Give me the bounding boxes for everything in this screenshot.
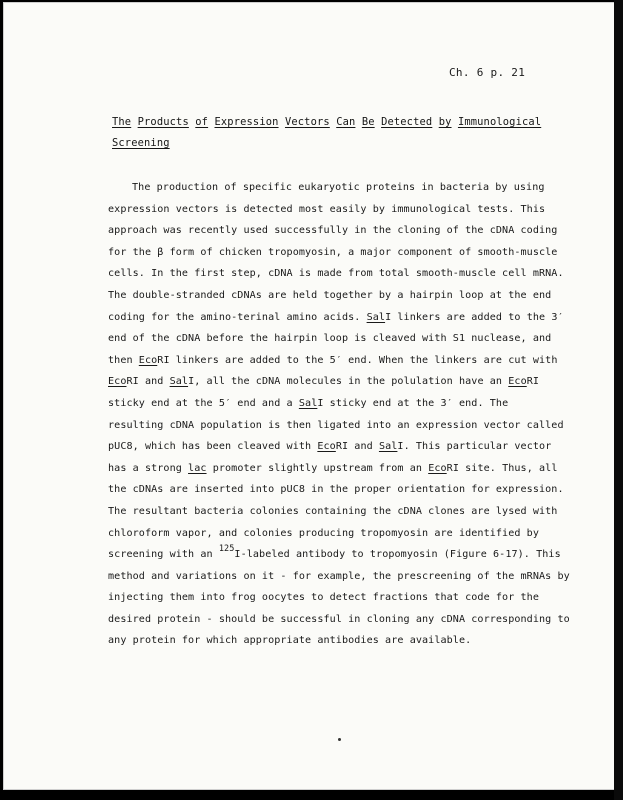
title-line-1: [112, 112, 542, 133]
text-line: the cDNAs are inserted into pUC8 in the proper orientation for expression.: [108, 484, 564, 496]
title-word: by: [438, 116, 452, 128]
scan-edge: [614, 0, 623, 800]
text-line: any protein for which appropriate antibodies are available.: [108, 635, 472, 647]
text-line: then EcoRI linkers are added to the 5′ end. When the linkers are cut with: [108, 354, 558, 366]
text-line: The resultant bacteria colonies containing the cDNA clones are lysed with: [108, 505, 558, 517]
title-word: The: [112, 116, 132, 128]
text-line: coding for the amino-terinal amino acids. SalI linkers are added to the 3′: [108, 311, 564, 323]
title-word: Screening: [112, 137, 170, 149]
body-paragraph: [108, 177, 570, 652]
text-line: for the β form of chicken tropomyosin, a major component of smooth-muscle: [108, 246, 558, 258]
title-word: Products: [137, 116, 189, 128]
text-line: The double-stranded cDNAs are held together by a hairpin loop at the end: [108, 289, 552, 301]
title-word: Immunological: [457, 116, 542, 128]
text-line: desired protein - should be successful in cloning any cDNA corresponding to: [108, 613, 570, 625]
text-line: method and variations on it - for example, the prescreening of the mRNAs by: [108, 570, 570, 582]
text-line: chloroform vapor, and colonies producing tropomyosin are identified by: [108, 527, 539, 539]
text-line: has a strong lac promoter slightly upstream from an EcoRI site. Thus, all: [108, 462, 558, 474]
text-line: screening with an $^{125}$I-labeled antibody to tropomyosin (Figure 6-17). This: [108, 543, 561, 561]
text-line: cells. In the first step, cDNA is made from total smooth-muscle cell mRNA.: [108, 268, 564, 280]
title-line-2: [112, 133, 532, 154]
text-line: end of the cDNA before the hairpin loop is cleaved with S1 nuclease, and: [108, 333, 552, 345]
text-line: The production of specific eukaryotic proteins in bacteria by using: [132, 182, 545, 193]
speck-mark: [338, 738, 341, 741]
section-title: [112, 112, 542, 154]
title-word: Be: [361, 116, 375, 128]
text-line: sticky end at the 5′ end and a SalI sticky end at the 3′ end. The: [108, 397, 509, 409]
text-line: resulting cDNA population is then ligated into an expression vector called: [108, 419, 564, 431]
text-line: pUC8, which has been cleaved with EcoRI and SalI. This particular vector: [108, 441, 552, 453]
title-word: Vectors: [284, 116, 330, 128]
title-word: Expression: [214, 116, 279, 128]
title-word: Can: [336, 116, 356, 128]
text-line: EcoRI and SalI, all the cDNA molecules in the polulation have an EcoRI: [108, 376, 540, 388]
text-line: injecting them into frog oocytes to detect fractions that code for the: [108, 592, 539, 604]
title-word: of: [195, 116, 209, 128]
text-line: expression vectors is detected most easily by immunological tests. This: [108, 203, 546, 215]
title-word: Detected: [381, 116, 433, 128]
text-line: approach was recently used successfully in the cloning of the cDNA coding: [108, 225, 558, 237]
page-label: Ch. 6 p. 21: [449, 66, 526, 79]
